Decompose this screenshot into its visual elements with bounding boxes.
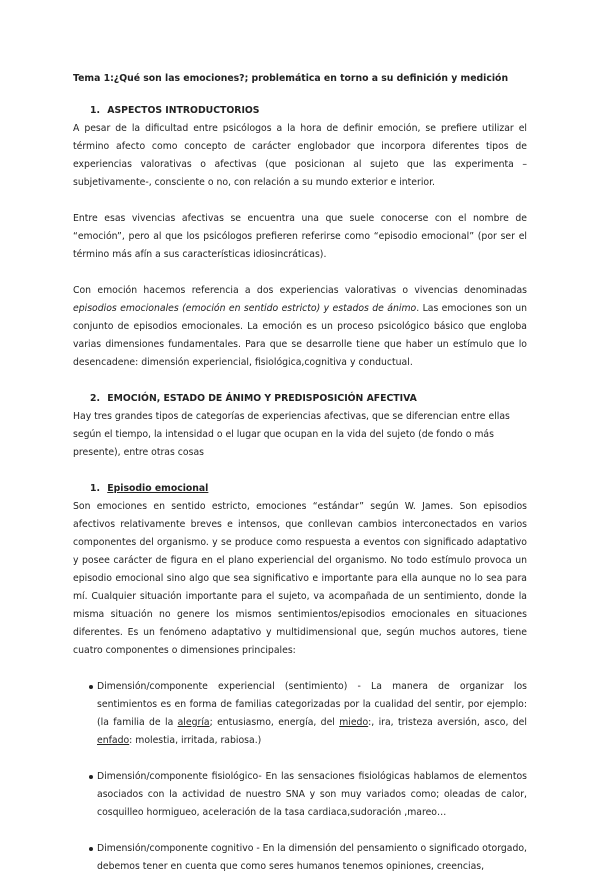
subsection-1-heading bbox=[73, 480, 527, 498]
section-1-heading bbox=[73, 102, 527, 120]
document-title: Tema 1:¿Qué son las emociones?; problemática en torno a su definición y medición bbox=[73, 73, 509, 84]
section-1-paragraph-2: Entre esas vivencias afectivas se encuentra una que suele conocerse con el nombre de “emoción”, pero al que los psicólogos prefieren referirse como “episodio emocional” (por ser el término más afín a sus características idiosincráticas). bbox=[73, 213, 527, 260]
list-item-1-start: Dimensión/componente experiencial (sentimiento) - La manera de organizar los sentimientos es en forma de familias categorizadas por la cualidad del sentir, por ejemplo: (la familia de la bbox=[97, 681, 527, 728]
list-item-experiencial bbox=[73, 678, 527, 750]
section-1-paragraph-1: A pesar de la dificultad entre psicólogos a la hora de definir emoción, se prefiere utilizar el término afecto como concepto de carácter englobador que incorpora diferentes tipos de experiencias valorativas o afectivas (que posicionan al sujeto que las experimenta –subjetivamente-, consciente o no, con relación a su mundo exterior e interior. bbox=[73, 123, 527, 188]
section-1-paragraph-3-c: . Las emociones son un conjunto de episodios emocionales. La emoción es un proceso psicológico básico que engloba varias dimensiones fundamentales. Para que se desarrolle tiene que haber un estímulo que lo desencadene: dimensión experiencial, fisiológica,cognitiva y conductual. bbox=[73, 303, 527, 368]
bullet-dot-icon bbox=[89, 685, 93, 689]
section-2-paragraph-1: Hay tres grandes tipos de categorías de experiencias afectivas, que se diferencian entre ellas según el tiempo, la intensidad o el lugar que ocupan en la vida del sujeto (de fondo o más presente), entre otras cosas bbox=[73, 411, 510, 458]
subsection-1-paragraph-1: Son emociones en sentido estricto, emociones “estándar” según W. James. Son episodios afectivos relativamente breves e intensos, que conllevan cambios interconectados en varios componentes del organismo. y se produce como respuesta a eventos con significado adaptativo y posee carácter de figura en el plano experiencial del organismo. No todo estímulo provoca un episodio emocional sino algo que sea significativo e importante para ella aunque no lo sea para mí. Cualquier situación importante para el sujeto, va acompañada de un sentimiento, donde la misma situación no genere los mismos sentimientos/episodios emocionales en situaciones diferentes. Es un fenómeno adaptativo y multidimensional que, según muchos autores, tiene cuatro componentes o dimensiones principales: bbox=[73, 501, 527, 656]
section-2-number: 2. bbox=[90, 393, 101, 404]
bullet-dot-icon bbox=[89, 775, 93, 779]
list-item-1-word-alegria: alegría bbox=[177, 717, 210, 728]
subsection-1-heading-text: Episodio emocional bbox=[107, 483, 209, 494]
section-1-paragraph-3-emphasis: episodios emocionales (emoción en sentido estricto) y estados de ánimo bbox=[73, 303, 417, 314]
list-item-fisiologico bbox=[73, 768, 527, 822]
list-spacer bbox=[73, 750, 527, 768]
section-2-heading bbox=[73, 390, 527, 408]
list-item-2-text: Dimensión/componente fisiológico- En las sensaciones fisiológicas hablamos de elementos asociados con la actividad de nuestro SNA y son muy variados como; oleadas de calor, cosquilleo hormigueo, aceleración de la tasa cardiaca,sudoración ,mareo… bbox=[97, 771, 527, 818]
list-item-cognitivo bbox=[73, 840, 527, 876]
list-item-1-mid-1: ; entusiasmo, energía, del bbox=[209, 717, 340, 728]
dimensions-list bbox=[73, 678, 527, 876]
subsection-1-number: 1. bbox=[90, 483, 101, 494]
list-item-1-end: : molestia, irritada, rabiosa.) bbox=[129, 735, 262, 746]
section-1-number: 1. bbox=[90, 105, 101, 116]
section-2-heading-text: EMOCIÓN, ESTADO DE ÁNIMO Y PREDISPOSICIÓN AFECTIVA bbox=[107, 393, 417, 404]
list-item-1-word-enfado: enfado bbox=[97, 735, 130, 746]
section-1-heading-text: ASPECTOS INTRODUCTORIOS bbox=[107, 105, 260, 116]
list-item-1-word-miedo: miedo bbox=[339, 717, 369, 728]
list-spacer bbox=[73, 822, 527, 840]
section-1-paragraph-3-a: Con emoción hacemos referencia a dos experiencias valorativas o vivencias denominadas bbox=[73, 285, 527, 296]
section-1-paragraph-3 bbox=[73, 282, 527, 372]
list-item-3-text: Dimensión/componente cognitivo - En la dimensión del pensamiento o significado otorgado, debemos tener en cuenta que como seres humanos tenemos opiniones, creencias, bbox=[97, 843, 527, 872]
list-item-1-mid-2: :, ira, tristeza aversión, asco, del bbox=[368, 717, 527, 728]
